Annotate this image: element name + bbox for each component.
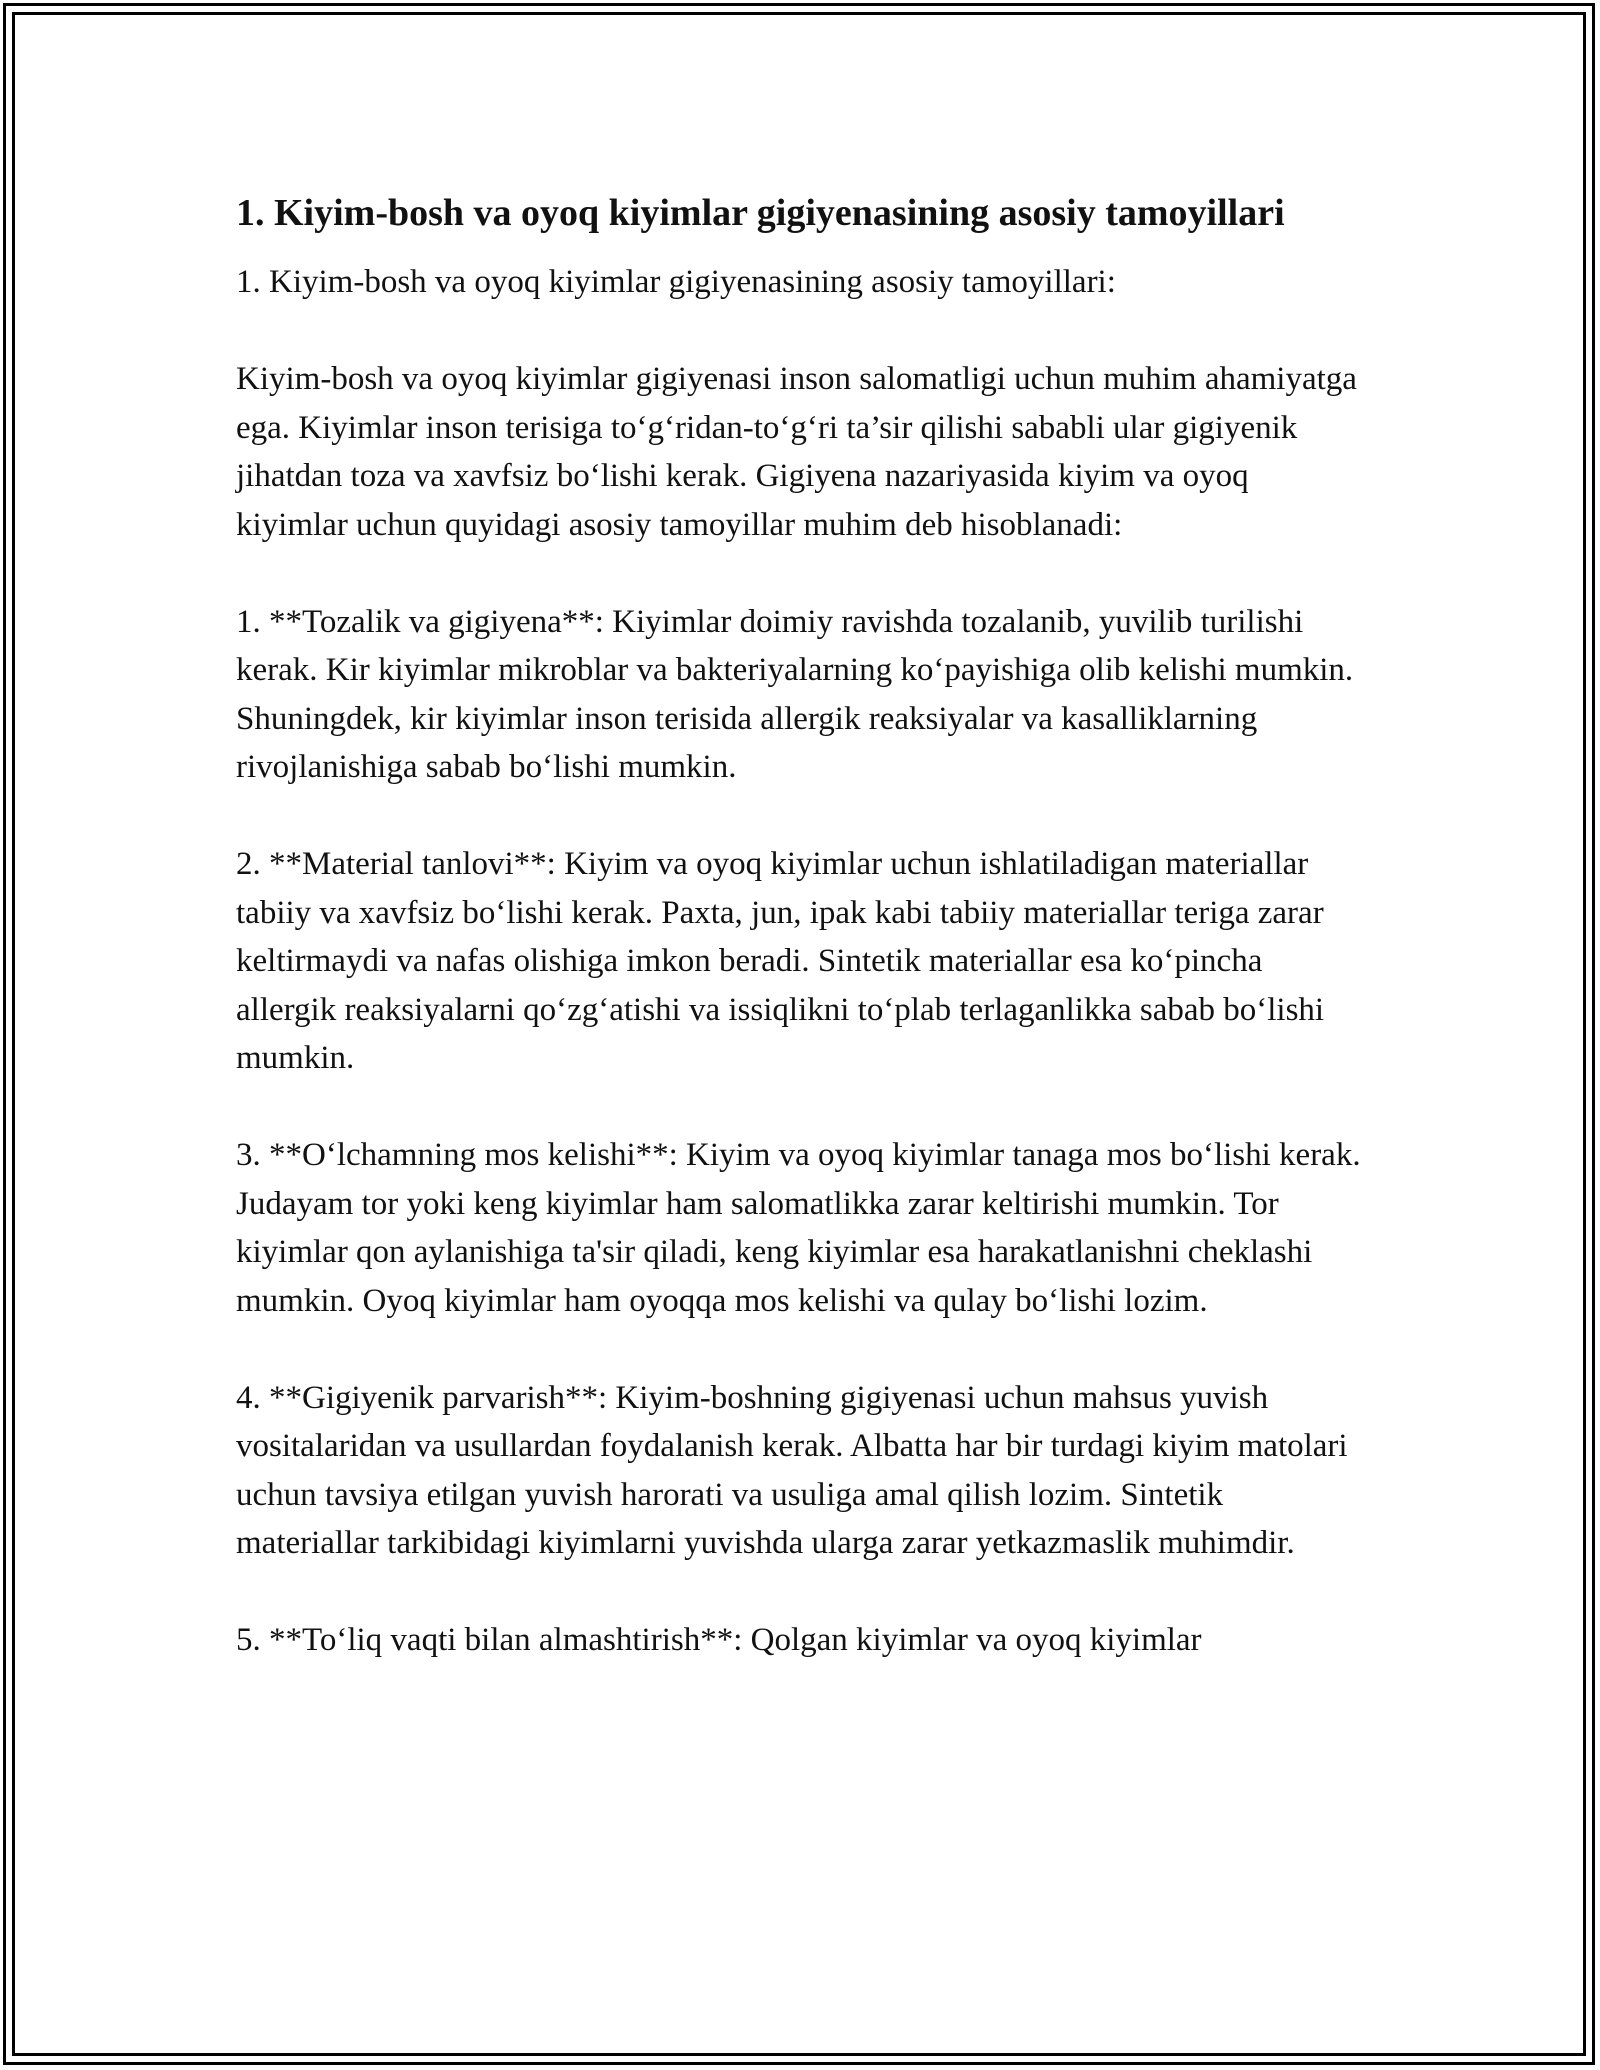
intro-heading-paragraph: 1. Kiyim-bosh va oyoq kiyimlar gigiyenasining asosiy tamoyillari: <box>236 264 1116 300</box>
principle-size-fit-paragraph: 3. **O‘lchamning mos kelishi**: Kiyim va oyoq kiyimlar tanaga mos bo‘lishi kerak. Judayam tor yoki keng kiyimlar ham salomatlikka zarar keltirishi mumkin. Tor kiyimlar qon aylanishiga ta'sir qiladi, keng kiyimlar esa harakatlanishni cheklashi mumkin. Oyoq kiyimlar ham oyoqqa mos kelishi va qulay bo‘lishi lozim. <box>236 1137 1361 1319</box>
principle-material-paragraph: 2. **Material tanlovi**: Kiyim va oyoq kiyimlar uchun ishlatiladigan materiallar tabiiy va xavfsiz bo‘lishi kerak. Paxta, jun, ipak kabi tabiiy materiallar teriga zarar keltirmaydi va nafas olishiga imkon beradi. Sintetik materiallar esa ko‘pincha allergik reaksiyalarni qo‘zg‘atishi va issiqlikni to‘plab terlaganlikka sabab bo‘lishi mumkin. <box>236 846 1325 1076</box>
intro-paragraph: Kiyim-bosh va oyoq kiyimlar gigiyenasi inson salomatligi uchun muhim ahamiyatga ega. Kiyimlar inson terisiga to‘g‘ridan-to‘g‘ri ta’sir qilishi sababli ular gigiyenik jihatdan toza va xavfsiz bo‘lishi kerak. Gigiyena nazariyasida kiyim va oyoq kiyimlar uchun quyidagi asosiy tamoyillar muhim deb hisoblanadi: <box>236 361 1357 543</box>
principle-hygienic-care-paragraph: 4. **Gigiyenik parvarish**: Kiyim-boshning gigiyenasi uchun mahsus yuvish vositalaridan va usullardan foydalanish kerak. Albatta har bir turdagi kiyim matolari uchun tavsiya etilgan yuvish harorati va usuliga amal qilish lozim. Sintetik materiallar tarkibidagi kiyimlarni yuvishda ularga zarar yetkazmaslik muhimdir. <box>236 1379 1348 1561</box>
principle-cleanliness-paragraph: 1. **Tozalik va gigiyena**: Kiyimlar doimiy ravishda tozalanib, yuvilib turilishi kerak. Kir kiyimlar mikroblar va bakteriyalarning ko‘payishiga olib kelishi mumkin. Shuningdek, kir kiyimlar inson terisida allergik reaksiyalar va kasalliklarning rivojlanishiga sabab bo‘lishi mumkin. <box>236 603 1354 785</box>
document-title: 1. Kiyim-bosh va oyoq kiyimlar gigiyenasining asosiy tamoyillari <box>236 192 1285 234</box>
document-body <box>236 186 1366 1713</box>
principle-replacement-paragraph: 5. **To‘liq vaqti bilan almashtirish**: Qolgan kiyimlar va oyoq kiyimlar <box>236 1622 1202 1658</box>
